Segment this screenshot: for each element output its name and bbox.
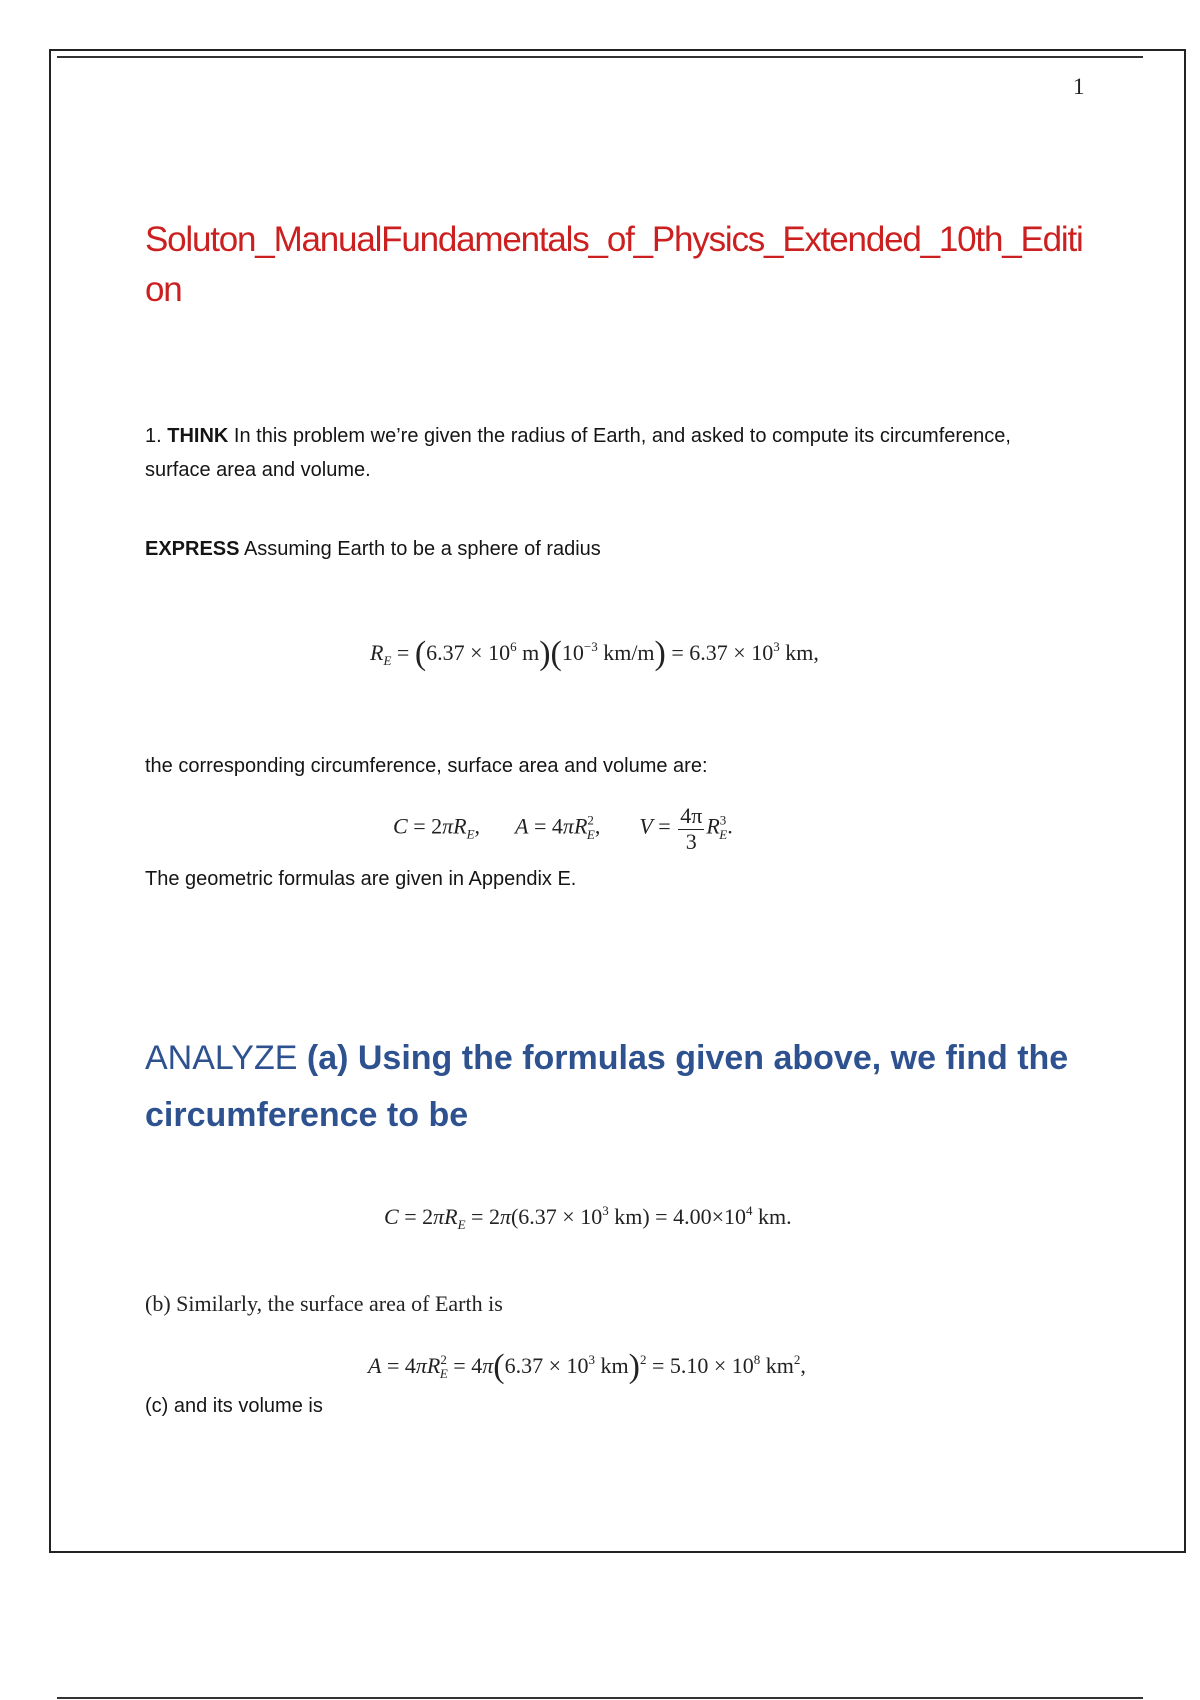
express-text: Assuming Earth to be a sphere of radius	[239, 538, 601, 560]
problem-number: 1.	[145, 425, 162, 447]
top-rule	[57, 56, 1143, 58]
document-title: Soluton_ManualFundamentals_of_Physics_Extended_10th_Edition	[145, 220, 1083, 309]
think-text: In this problem we’re given the radius of Earth, and asked to compute its circumference, surface area and volume.	[145, 425, 1011, 481]
page-number: 1	[1073, 74, 1085, 99]
area-equation: $A = 4\pi R^2_E = 4\pi(6.37 \times 10^3$ $km)^2 = 5.10 \times 10^8$ $km^2$,	[368, 1348, 806, 1385]
appendix-text: The geometric formulas are given in Appendix E.	[145, 868, 577, 890]
express-label: EXPRESS	[145, 538, 240, 560]
analyze-keyword: ANALYZE	[145, 1039, 298, 1077]
part-c-text: (c) and its volume is	[145, 1395, 323, 1417]
analyze-heading	[145, 1030, 1105, 1144]
circumference-equation: $C = 2\pi R_E = 2\pi(6.37 \times 10^3$ $km) = 4.00\times 10^4$ km.	[384, 1203, 792, 1232]
think-paragraph	[145, 419, 1045, 487]
think-label: THINK	[167, 425, 229, 447]
bottom-rule	[57, 1697, 1143, 1699]
formulas-equation: $C = 2\pi R_E$, $A = 4\pi R^2_E$, V = $\frac{4\pi}{3}$ $R^3_E$.	[393, 803, 733, 854]
analyze-text: (a) Using the formulas given above, we find the circumference to be	[145, 1039, 1069, 1134]
corresponding-text: the corresponding circumference, surface area and volume are:	[145, 755, 708, 777]
radius-equation: $R_E = (6.37 \times 10^6$ $m)(10^{-3}$ $km/m) = 6.37 \times 10^3$ km,	[370, 635, 819, 672]
part-b-text: (b) Similarly, the surface area of Earth is	[145, 1291, 503, 1316]
express-paragraph	[145, 532, 1045, 566]
